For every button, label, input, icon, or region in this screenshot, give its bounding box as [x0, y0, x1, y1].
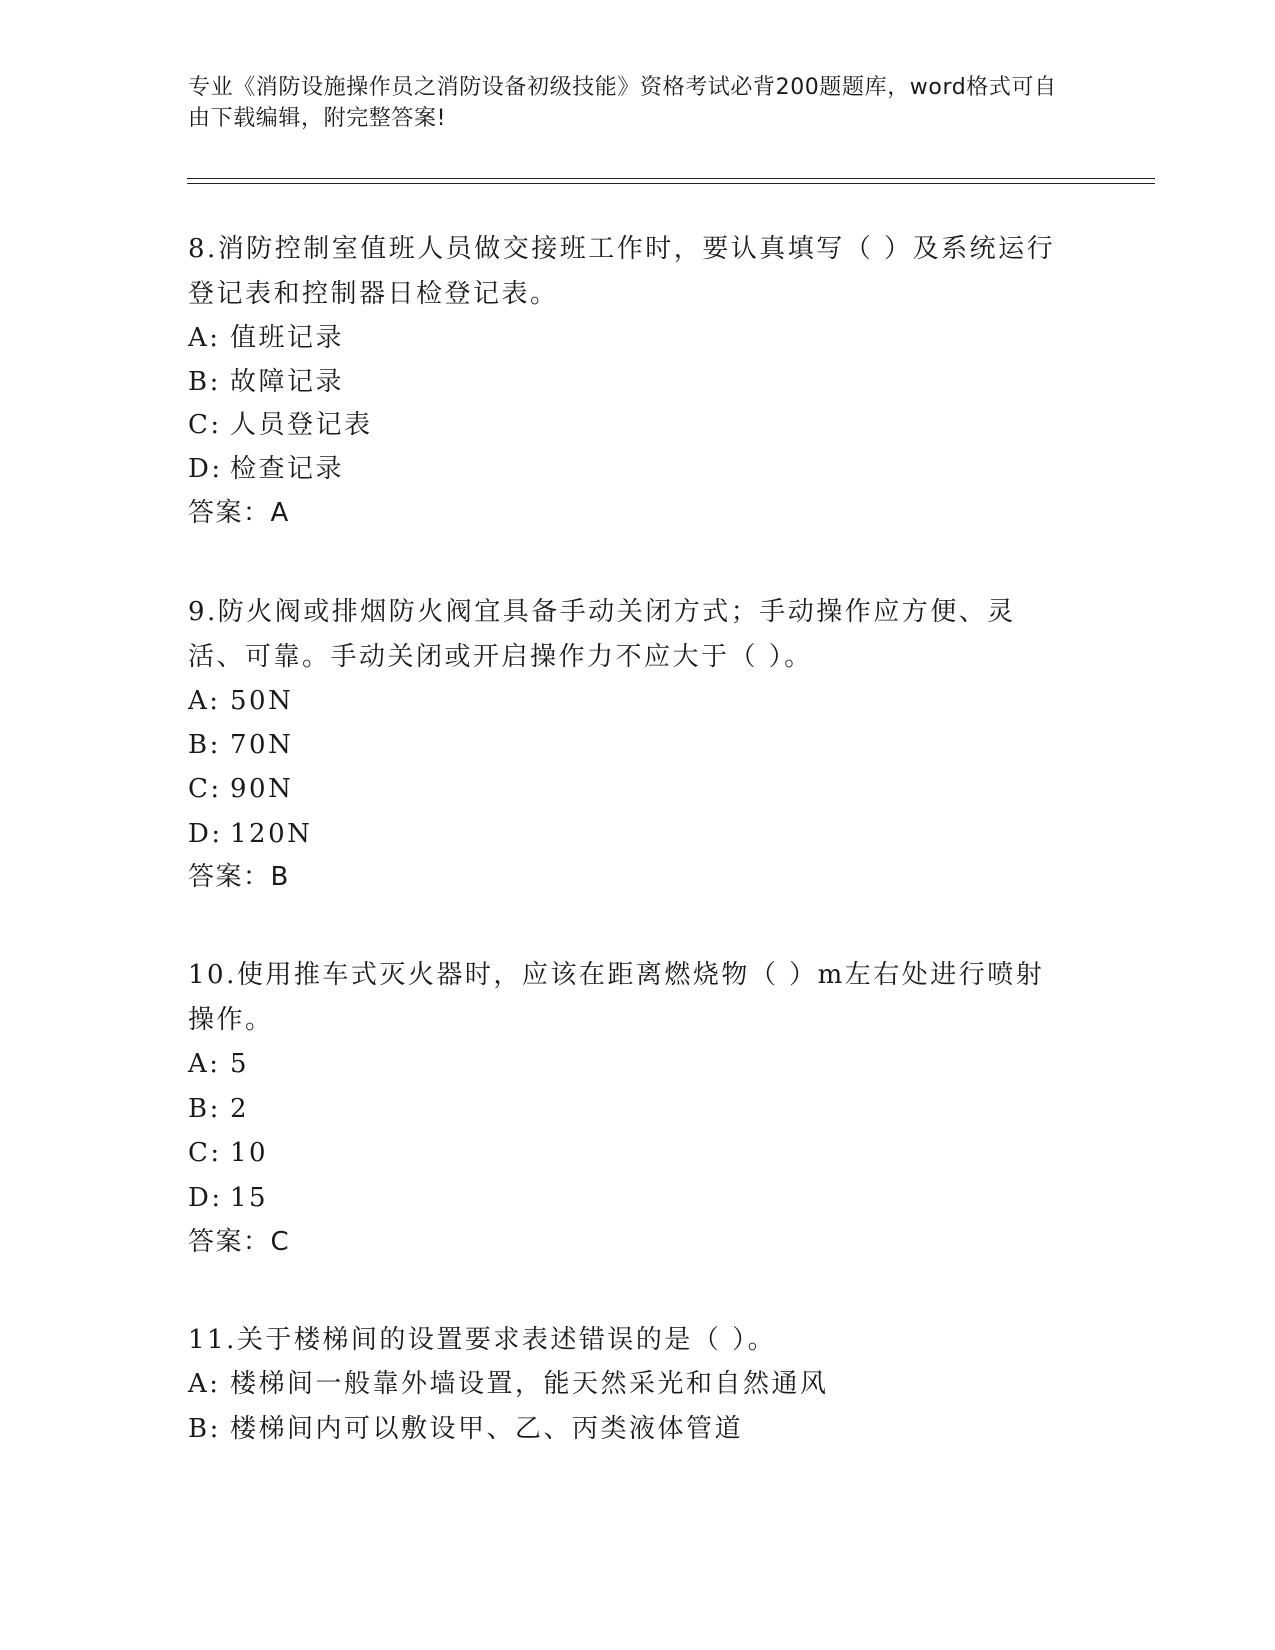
- option-letter: B:: [188, 1094, 221, 1124]
- option-letter: C:: [188, 410, 222, 440]
- option-letter: B:: [188, 1414, 221, 1444]
- option-letter: C:: [188, 1138, 222, 1168]
- option-a: [188, 316, 344, 361]
- option-a: [188, 1042, 249, 1087]
- option-text: 检查记录: [230, 454, 345, 484]
- option-text: 故障记录: [230, 367, 345, 397]
- document-header: 专业《消防设施操作员之消防设备初级技能》资格考试必背200题题库，word格式可自由下载编辑，附完整答案!: [188, 75, 1057, 131]
- option-letter: D:: [188, 819, 223, 849]
- option-b: [188, 1087, 249, 1132]
- option-text: 70N: [230, 730, 294, 760]
- answer-line: 答案：B: [188, 862, 290, 892]
- option-letter: A:: [188, 1049, 221, 1079]
- option-letter: D:: [188, 454, 223, 484]
- option-text: 90N: [230, 774, 294, 804]
- option-letter: D:: [188, 1183, 223, 1213]
- option-b: [188, 723, 293, 768]
- option-b: [188, 360, 344, 405]
- option-a: [188, 679, 293, 724]
- question-stem: 11.关于楼梯间的设置要求表述错误的是（ ）。: [188, 1325, 777, 1355]
- option-d: [188, 812, 312, 857]
- option-d: [188, 447, 344, 492]
- option-letter: C:: [188, 774, 222, 804]
- header-rule-bottom: [187, 183, 1155, 184]
- option-letter: A:: [188, 686, 221, 716]
- option-letter: B:: [188, 367, 221, 397]
- option-text: 10: [230, 1138, 269, 1168]
- option-text: 楼梯间一般靠外墙设置，能天然采光和自然通风: [230, 1369, 829, 1399]
- option-c: [188, 767, 293, 812]
- option-c: [188, 1131, 268, 1176]
- option-c: [188, 403, 373, 448]
- option-text: 人员登记表: [230, 410, 373, 440]
- option-text: 5: [230, 1049, 250, 1079]
- answer-line: 答案：C: [188, 1227, 291, 1257]
- option-text: 2: [230, 1094, 250, 1124]
- option-letter: B:: [188, 730, 221, 760]
- question-stem: 9.防火阀或排烟防火阀宜具备手动关闭方式；手动操作应方便、灵活、可靠。手动关闭或开启操作力不应大于（ ）。: [188, 597, 1016, 672]
- option-text: 15: [230, 1183, 269, 1213]
- option-d: [188, 1176, 268, 1221]
- question-stem: 8.消防控制室值班人员做交接班工作时，要认真填写（ ）及系统运行登记表和控制器日检登记表。: [188, 234, 1056, 309]
- option-text: 120N: [230, 819, 313, 849]
- option-a: [188, 1362, 829, 1407]
- answer-line: 答案：A: [188, 498, 290, 528]
- header-rule-top: [187, 178, 1155, 179]
- option-text: 楼梯间内可以敷设甲、乙、丙类液体管道: [230, 1414, 744, 1444]
- option-b: [188, 1407, 743, 1452]
- option-text: 50N: [230, 686, 294, 716]
- question-stem: 10.使用推车式灭火器时，应该在距离燃烧物（ ）m左右处进行喷射操作。: [188, 960, 1045, 1035]
- option-letter: A:: [188, 1369, 221, 1399]
- option-letter: A:: [188, 323, 221, 353]
- option-text: 值班记录: [230, 323, 345, 353]
